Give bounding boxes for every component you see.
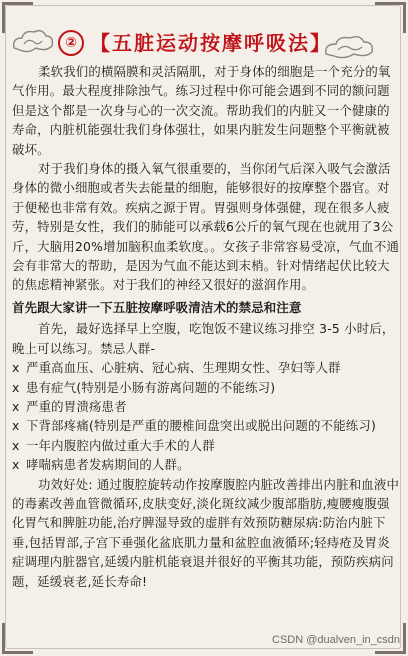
list-item-text: 一年内腹腔内做过重大手术的人群 — [26, 437, 215, 453]
cross-mark-icon: x — [12, 457, 20, 473]
cross-mark-icon: x — [12, 379, 20, 395]
taboo-list — [12, 358, 400, 474]
list-item-text: 严重的胃溃疡患者 — [26, 398, 127, 414]
list-item-text: 患有症气(特别是小肠有游离问题的不能练习) — [26, 379, 276, 395]
page-title: 【五脏运动按摩呼吸法】 — [90, 31, 332, 55]
list-item — [12, 416, 400, 435]
title-row — [0, 14, 408, 58]
list-item — [12, 358, 400, 377]
cross-mark-icon: x — [12, 360, 20, 376]
paragraph: 对于我们身体的摄入氧气很重要的，当你闭气后深入吸气会激活身体的微小细胞或者失去能量的细胞，能够很好的按摩整个器官。对于便秘也非常有效。疾病之源于胃。胃强则身体强健，现在很多人疲劳，特别是女性，我们的肺能可以承载6公斤的氧气现在也就用了3公斤，大脑用20%增加脑积血柔软度。。女孩子非常容易受凉，气血不通会有非常大的帮助，是因为气血不能达到末梢。针对情绪起伏比较大的焦虑精神紧张。对于我们的神经又很好的滋润作用。 — [12, 161, 400, 293]
list-item — [12, 455, 400, 474]
list-item — [12, 436, 400, 455]
section-number: ② — [58, 30, 84, 56]
cloud-ornament-icon — [322, 32, 378, 62]
list-item-text: 哮喘病患者发病期间的人群。 — [26, 457, 190, 473]
list-item-text: 下背部疼痛(特别是严重的腰椎间盘突出或脱出问题的不能练习) — [26, 418, 377, 434]
benefits-paragraph: 功效好处: 通过腹腔旋转动作按摩腹腔内脏改善排出内脏和血液中的毒素改善血管微循环,皮肤变好,淡化斑纹减少腹部脂肪,瘦腰瘦腹强化胃气和脾脏功能,治疗脾湿导致的虚胖有效预防糖尿病:防治内脏下垂,包括胃部,子宫下垂强化盆底肌力量和盆腔血液循环;轻痔疮及胃炎症调理内脏器官,延缓内脏机能衰退并很好的平衡其功能，预防疾病问题，延缓衰老,延长寿命! — [12, 476, 400, 589]
article-body — [12, 62, 400, 591]
paragraph: 柔软我们的横隔膜和灵活隔肌，对于身体的细胞是一个充分的氧气作用。最大程度排除浊气。练习过程中你可能会遇到不同的额问题但是这个都是一次身与心的一次交流。帮助我们的内脏又一个健康的寿命，内脏机能强壮我们身体强壮，如果内脏发生问题整个平衡就被破坏。 — [12, 64, 391, 157]
corner-ornament — [2, 623, 33, 654]
watermark: CSDN @dualven_in_csdn — [272, 634, 400, 646]
intro-paragraph: 首先，最好选择早上空腹，吃饱饭不建议练习排空 3-5 小时后，晚上可以练习。禁忌人群- — [12, 321, 395, 356]
list-item — [12, 378, 400, 397]
cross-mark-icon: x — [12, 437, 20, 453]
cross-mark-icon: x — [12, 398, 20, 414]
section-heading: 首先跟大家讲一下五脏按摩呼吸清洁术的禁忌和注意 — [12, 299, 302, 315]
list-item — [12, 397, 400, 416]
list-item-text: 严重高血压、心脏病、冠心病、生理期女性、孕妇等人群 — [26, 360, 341, 376]
cloud-ornament-icon — [10, 26, 56, 56]
cross-mark-icon: x — [12, 418, 20, 434]
